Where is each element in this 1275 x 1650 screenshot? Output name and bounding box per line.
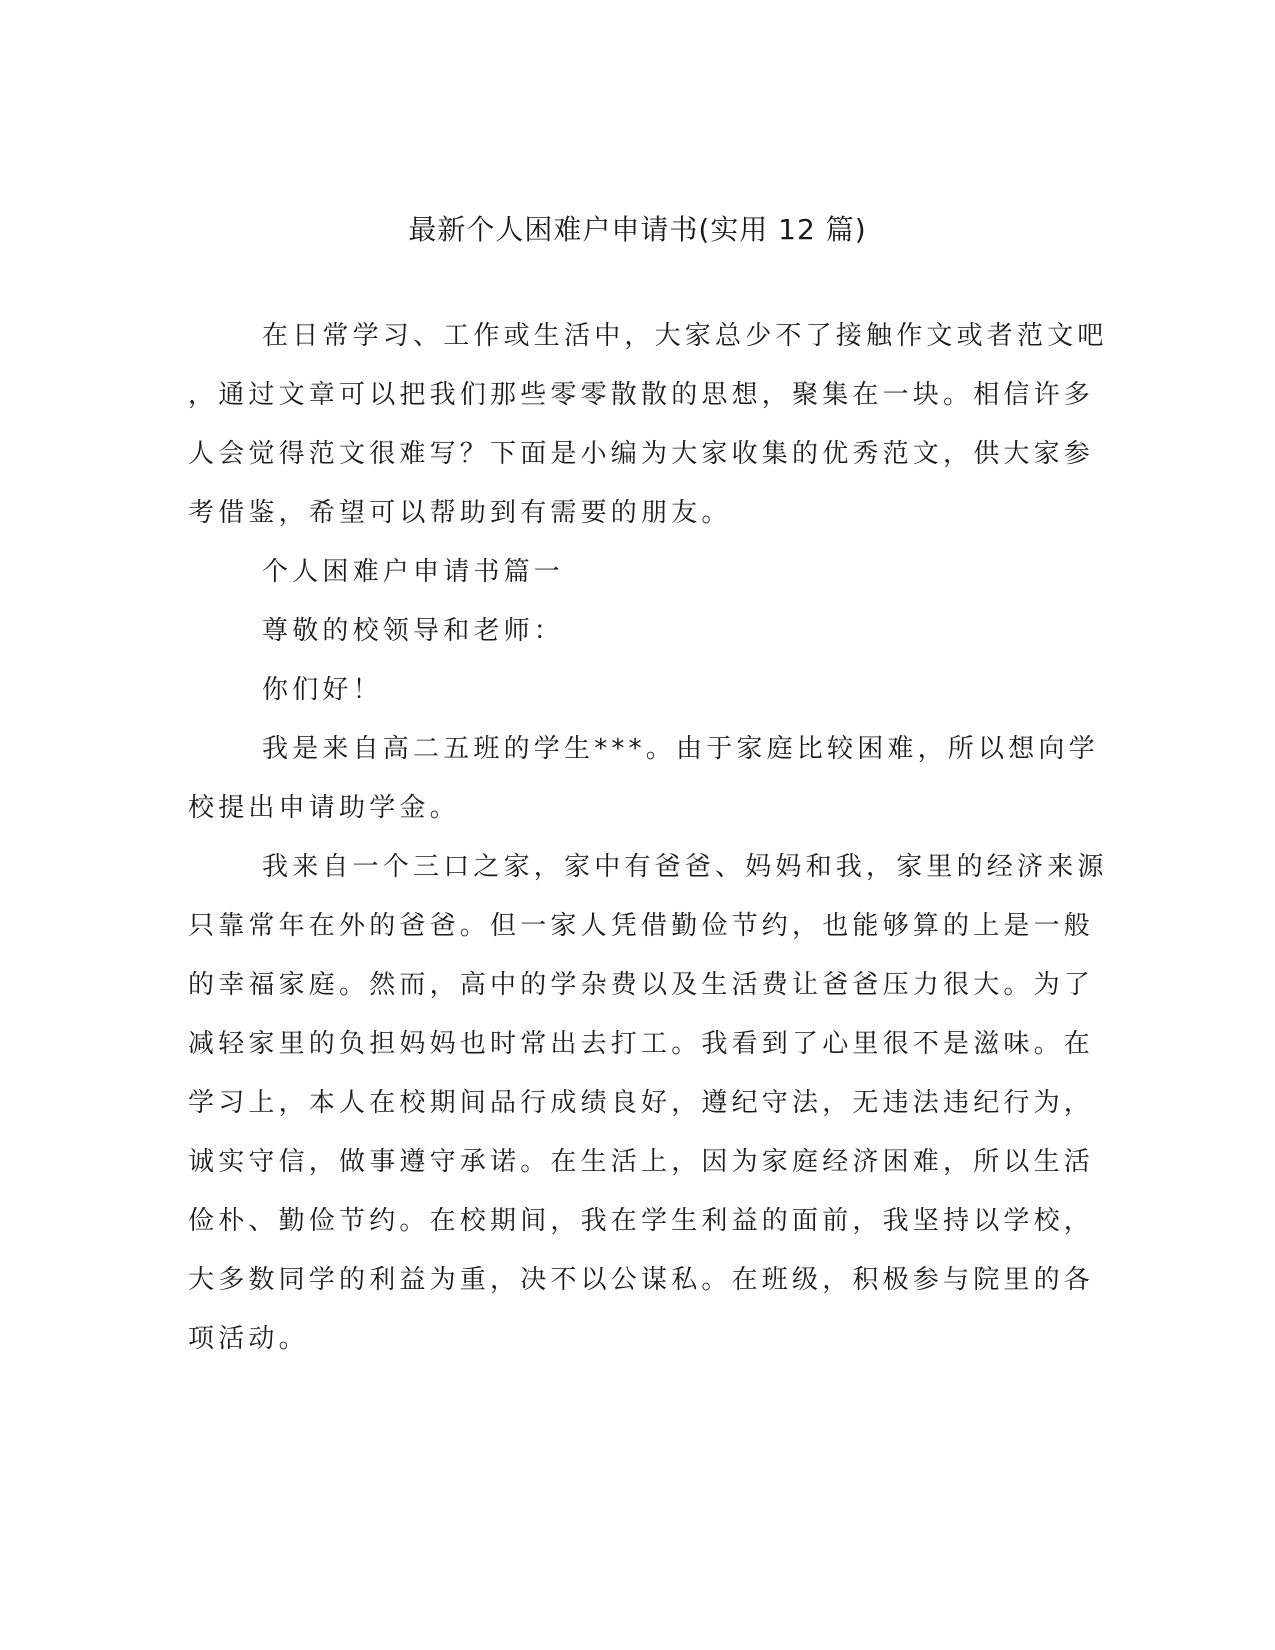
body-paragraph-2-line-2: 只靠常年在外的爸爸。但一家人凭借勤俭节约，也能够算的上是一般 <box>188 911 1095 941</box>
greeting: 你们好！ <box>262 675 383 705</box>
body-paragraph-1-line-1: 我是来自高二五班的学生***。由于家庭比较困难，所以想向学 <box>262 734 1099 764</box>
body-paragraph-1-line-2: 校提出申请助学金。 <box>188 793 460 823</box>
intro-paragraph-line-3: 人会觉得范文很难写？下面是小编为大家收集的优秀范文，供大家参 <box>188 439 1095 469</box>
body-paragraph-2-line-8: 大多数同学的利益为重，决不以公谋私。在班级，积极参与院里的各 <box>188 1265 1095 1295</box>
intro-paragraph-line-4: 考借鉴，希望可以帮助到有需要的朋友。 <box>188 498 732 528</box>
body-paragraph-2-line-5: 学习上，本人在校期间品行成绩良好，遵纪守法，无违法违纪行为， <box>188 1088 1095 1118</box>
body-paragraph-2-line-3: 的幸福家庭。然而，高中的学杂费以及生活费让爸爸压力很大。为了 <box>188 970 1095 1000</box>
salutation: 尊敬的校领导和老师： <box>262 616 565 646</box>
body-paragraph-2-line-9: 项活动。 <box>188 1324 309 1354</box>
intro-paragraph-line-2: ，通过文章可以把我们那些零零散散的思想，聚集在一块。相信许多 <box>188 380 1095 410</box>
body-paragraph-2-line-1: 我来自一个三口之家，家中有爸爸、妈妈和我，家里的经济来源 <box>262 852 1108 882</box>
body-paragraph-2-line-4: 减轻家里的负担妈妈也时常出去打工。我看到了心里很不是滋味。在 <box>188 1029 1095 1059</box>
document-title: 最新个人困难户申请书(实用 12 篇) <box>408 213 867 246</box>
intro-paragraph-line-1: 在日常学习、工作或生活中，大家总少不了接触作文或者范文吧 <box>262 321 1108 351</box>
section-heading: 个人困难户申请书篇一 <box>262 557 565 587</box>
body-paragraph-2-line-6: 诚实守信，做事遵守承诺。在生活上，因为家庭经济困难，所以生活 <box>188 1147 1095 1177</box>
body-paragraph-2-line-7: 俭朴、勤俭节约。在校期间，我在学生利益的面前，我坚持以学校， <box>188 1206 1095 1236</box>
